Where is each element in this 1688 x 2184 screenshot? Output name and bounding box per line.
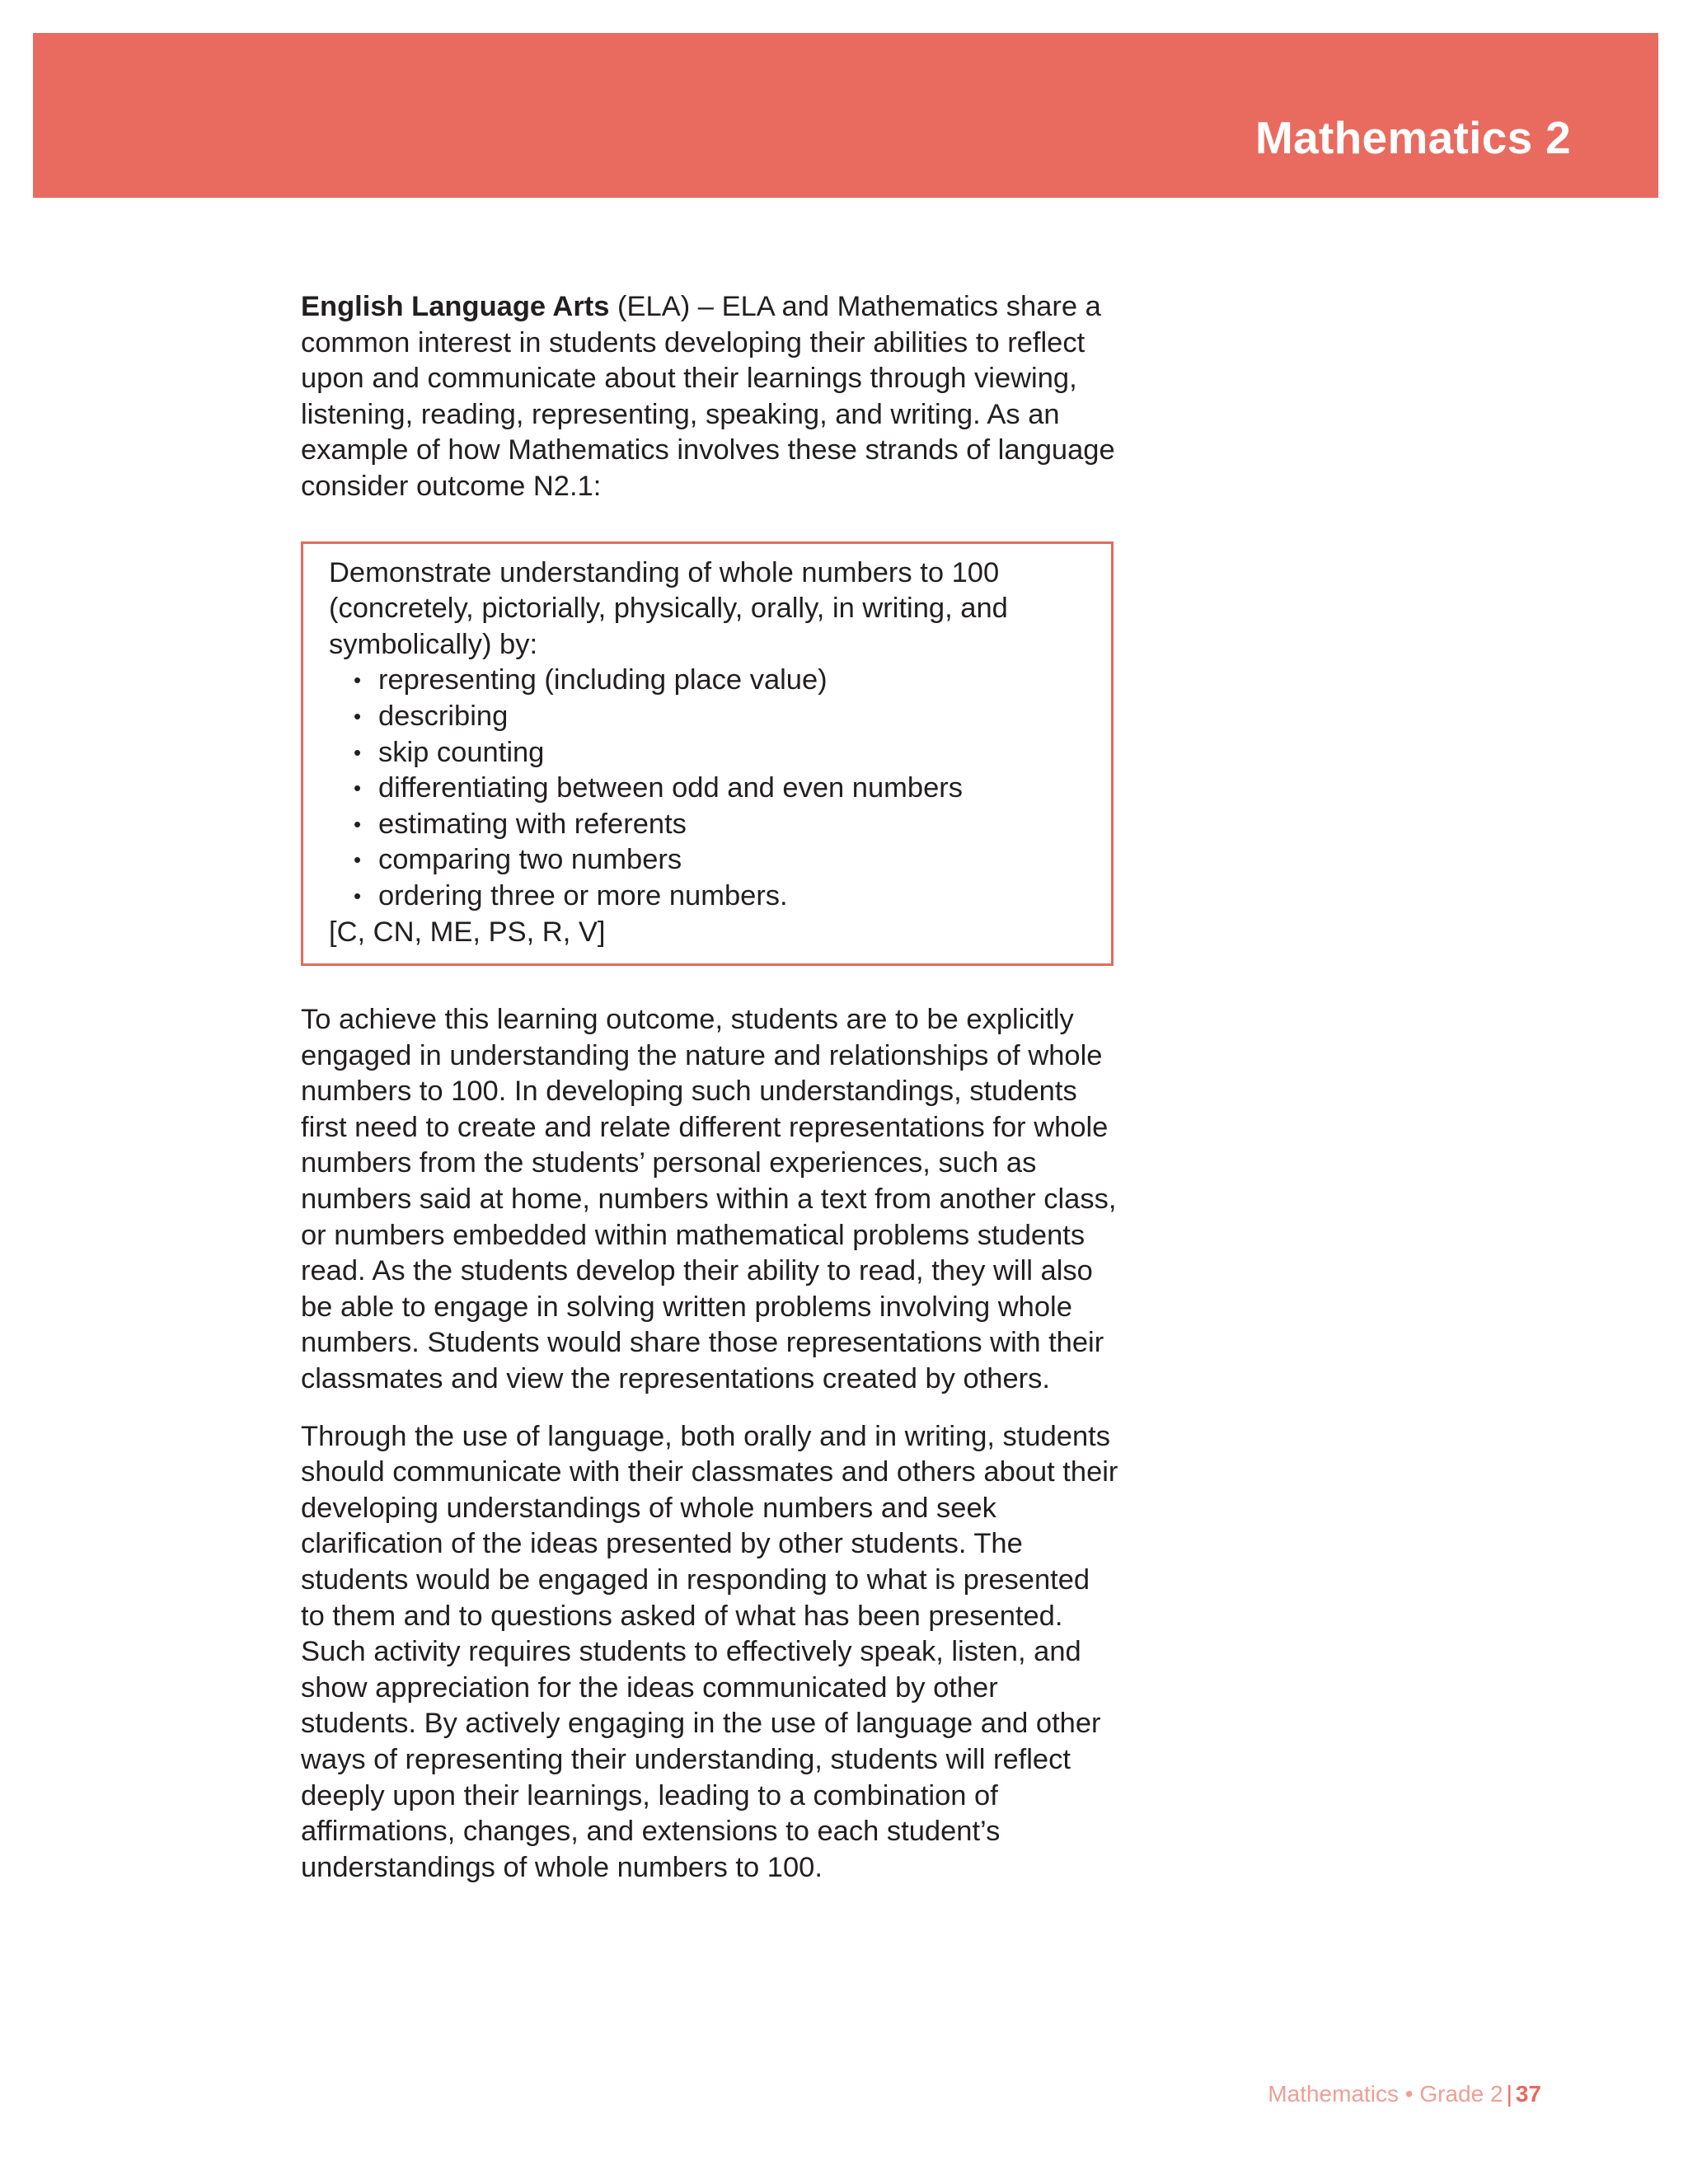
outcome-item: • representing (including place value) — [354, 663, 1095, 699]
outcome-item: • skip counting — [354, 735, 1095, 771]
outcome-stem: Demonstrate understanding of whole numbers to 100 (concretely, pictorially, physically, orally, in writing, and symbolically) by: — [329, 556, 1008, 660]
intro-bold-lead: English Language Arts — [301, 291, 610, 322]
page-number: 37 — [1515, 2081, 1541, 2107]
footer-subject: Mathematics — [1268, 2081, 1400, 2107]
page-title: Mathematics 2 — [1255, 112, 1571, 163]
body-paragraph: Through the use of language, both orally and in writing, students should communicate with their classmates and others about their developing understandings of whole numbers and seek clarification of the ideas presented by other students. The students would be engaged in responding to what is presented to them and to questions asked of what has been presented. Such activity requires students to effectively speak, listen, and show appreciation for the ideas communicated by other students. By actively engaging in the use of language and other ways of representing their understanding, students will reflect deeply upon their learnings, leading to a combination of affirmations, changes, and extensions to each student’s understandings of whole numbers to 100. — [301, 1420, 1118, 1883]
outcome-list — [329, 663, 1095, 914]
intro-paragraph — [301, 289, 1121, 505]
outcome-item: • differentiating between odd and even numbers — [354, 771, 1095, 807]
intro-text: (ELA) – ELA and Mathematics share a common interest in students developing their abilities to reflect upon and communicate about their learnings through viewing, listening, reading, representing, speaking, and writing. As an example of how Mathematics involves these strands of language consider outcome N2.1: — [301, 291, 1115, 502]
outcome-item: • estimating with referents — [354, 807, 1095, 843]
footer-grade: Grade 2 — [1419, 2081, 1503, 2107]
main-content — [301, 289, 1121, 1886]
footer-separator: | — [1506, 2081, 1512, 2107]
outcome-box — [301, 541, 1114, 967]
outcome-item: • ordering three or more numbers. — [354, 879, 1095, 915]
footer-bullet: • — [1404, 2081, 1414, 2107]
outcome-codes: [C, CN, ME, PS, R, V] — [329, 916, 606, 948]
body-paragraph: To achieve this learning outcome, students are to be explicitly engaged in understanding the nature and relationships of whole numbers to 100. In developing such understandings, students first need to create and relate different representations for whole numbers from the students’ personal experiences, such as numbers said at home, numbers within a text from another class, or numbers embedded within mathematical problems students read. As the students develop their ability to read, they will also be able to engage in solving written problems involving whole numbers. Students would share those representations with their classmates and view the representations created by others. — [301, 1004, 1117, 1395]
outcome-item: • comparing two numbers — [354, 842, 1095, 879]
page-footer — [1268, 2083, 1541, 2106]
outcome-item: • describing — [354, 699, 1095, 735]
